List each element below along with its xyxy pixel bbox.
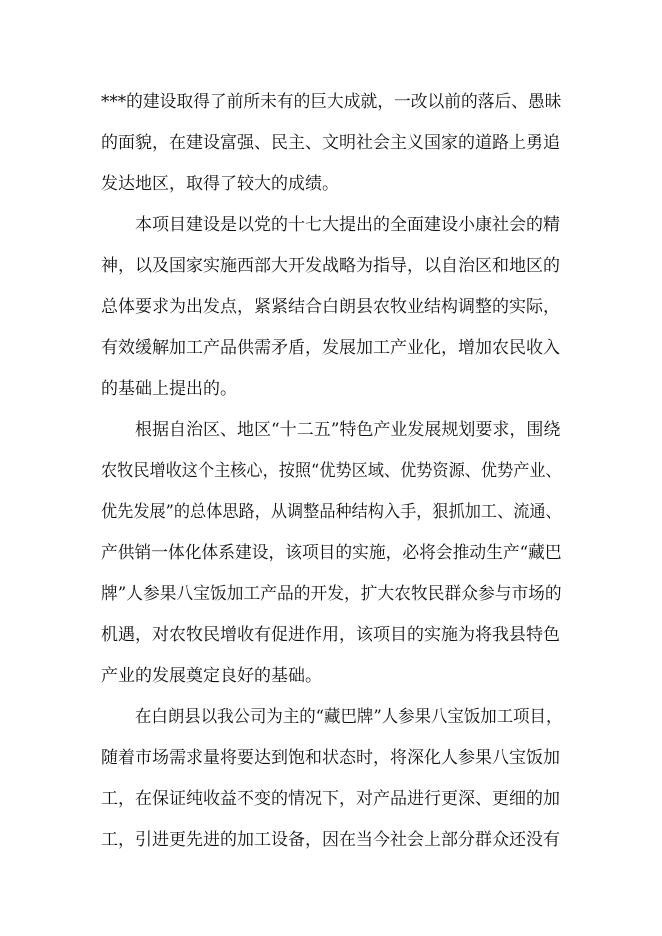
paragraph-1-line-3: 发达地区，取得了较大的成绩。 [101,174,339,194]
paragraph-2-line-1: 本项目建设是以党的十七大提出的全面建设小康社会的精 [135,215,560,235]
paragraph-4-line-1: 在白朗县以我公司为主的“藏巴牌”人参果八宝饭加工项目， [135,707,563,727]
paragraph-1-line-1: ***的建设取得了前所未有的巨大成就，一改以前的落后、愚昧 [101,92,562,112]
paragraph-3-line-2: 农牧民增收这个主核心，按照“优势区域、优势资源、优势产业、 [101,461,562,481]
paragraph-3-line-3: 优先发展”的总体思路，从调整品种结构入手，狠抓加工、流通、 [101,502,562,522]
paragraph-3-line-4: 产供销一体化体系建设，该项目的实施，必将会推动生产“藏巴 [101,543,562,563]
paragraph-3-line-1: 根据自治区、地区“十二五”特色产业发展规划要求，围绕 [135,420,561,440]
paragraph-2-line-5: 的基础上提出的。 [101,379,237,399]
paragraph-3-line-5: 牌”人参果八宝饭加工产品的开发，扩大农牧民群众参与市场的 [101,584,562,604]
paragraph-3-line-7: 产业的发展奠定良好的基础。 [101,666,322,686]
paragraph-2-line-4: 有效缓解加工产品供需矛盾，发展加工产业化，增加农民收入 [101,338,560,358]
paragraph-2-line-3: 总体要求为出发点，紧紧结合白朗县农牧业结构调整的实际， [101,297,560,317]
paragraph-3-line-6: 机遇，对农牧民增收有促进作用，该项目的实施为将我县特色 [101,625,560,645]
paragraph-4-line-2: 随着市场需求量将要达到饱和状态时，将深化人参果八宝饭加 [101,748,560,768]
paragraph-1-line-2: 的面貌，在建设富强、民主、文明社会主义国家的道路上勇追 [101,133,560,153]
paragraph-4-line-3: 工，在保证纯收益不变的情况下，对产品进行更深、更细的加 [101,789,560,809]
paragraph-2-line-2: 神，以及国家实施西部大开发战略为指导，以自治区和地区的 [101,256,560,276]
paragraph-4-line-4: 工，引进更先进的加工设备，因在当今社会上部分群众还没有 [101,830,560,850]
